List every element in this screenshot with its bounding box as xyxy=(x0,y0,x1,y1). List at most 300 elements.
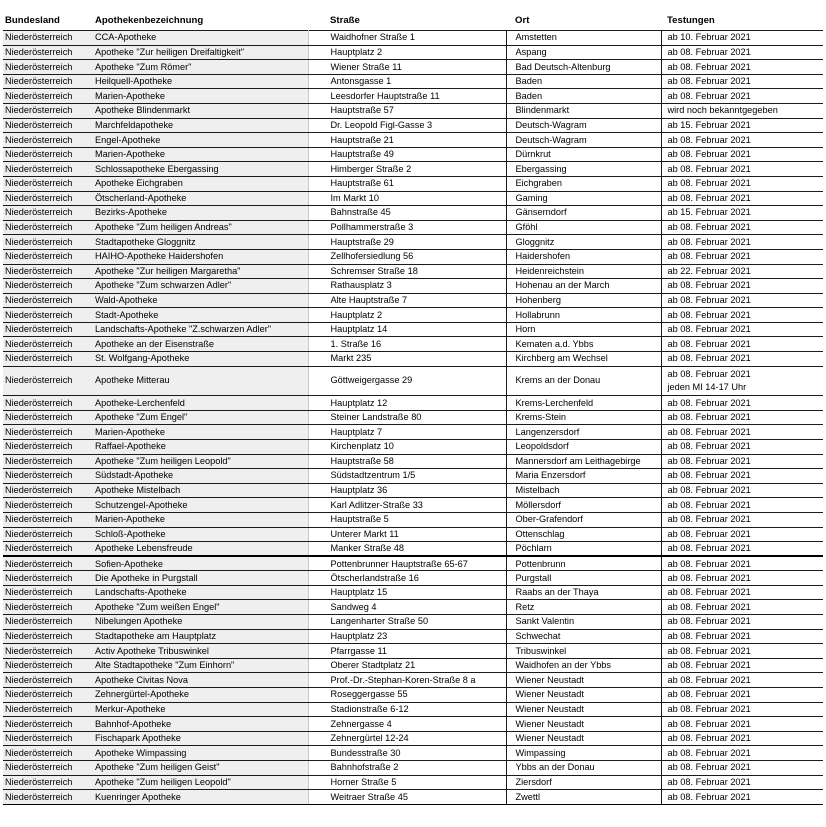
cell-bundesland: Niederösterreich xyxy=(3,644,93,659)
cell-bundesland: Niederösterreich xyxy=(3,629,93,644)
cell-apothekenbezeichnung: Apotheke-Lerchenfeld xyxy=(93,396,308,411)
cell-ort: Raabs an der Thaya xyxy=(506,585,661,600)
table-row xyxy=(3,410,823,425)
table-row xyxy=(3,702,823,717)
cell-ort: Schwechat xyxy=(506,629,661,644)
table-row xyxy=(3,439,823,454)
cell-testungen: ab 08. Februar 2021 xyxy=(661,688,823,703)
cell-apothekenbezeichnung: Landschafts-Apotheke xyxy=(93,585,308,600)
table-row xyxy=(3,133,823,148)
cell-testungen: ab 08. Februar 2021 xyxy=(661,454,823,469)
table-row xyxy=(3,629,823,644)
cell-strasse: Pollhammerstraße 3 xyxy=(308,220,506,235)
column-header-testungen: Testungen xyxy=(661,0,823,31)
cell-strasse: Pottenbrunner Hauptstraße 65-67 xyxy=(308,556,506,571)
table-row xyxy=(3,366,823,396)
cell-testungen: ab 08. Februar 2021 xyxy=(661,425,823,440)
cell-apothekenbezeichnung: Apotheke Eichgraben xyxy=(93,176,308,191)
cell-strasse: Hauptstraße 57 xyxy=(308,103,506,118)
cell-bundesland: Niederösterreich xyxy=(3,454,93,469)
cell-ort: Bad Deutsch-Altenburg xyxy=(506,60,661,75)
cell-ort: Maria Enzersdorf xyxy=(506,469,661,484)
cell-strasse: Himberger Straße 2 xyxy=(308,162,506,177)
table-row xyxy=(3,220,823,235)
cell-apothekenbezeichnung: Kuenringer Apotheke xyxy=(93,790,308,805)
table-row xyxy=(3,571,823,586)
cell-apothekenbezeichnung: Activ Apotheke Tribuswinkel xyxy=(93,644,308,659)
cell-ort: Hohenberg xyxy=(506,293,661,308)
table-row xyxy=(3,103,823,118)
column-header-strasse: Straße xyxy=(308,0,506,31)
cell-apothekenbezeichnung: Apotheke "Zum heiligen Geist" xyxy=(93,761,308,776)
cell-ort: Gföhl xyxy=(506,220,661,235)
cell-testungen: ab 08. Februar 2021 xyxy=(661,293,823,308)
cell-strasse: Alte Hauptstraße 7 xyxy=(308,293,506,308)
table-row xyxy=(3,658,823,673)
cell-ort: Heidenreichstein xyxy=(506,264,661,279)
cell-ort: Haidershofen xyxy=(506,249,661,264)
cell-ort: Krems-Stein xyxy=(506,410,661,425)
cell-ort: Hohenau an der March xyxy=(506,279,661,294)
cell-testungen: ab 08. Februar 2021 xyxy=(661,45,823,60)
cell-apothekenbezeichnung: Schloß-Apotheke xyxy=(93,527,308,542)
cell-bundesland: Niederösterreich xyxy=(3,352,93,367)
cell-apothekenbezeichnung: Marien-Apotheke xyxy=(93,147,308,162)
cell-apothekenbezeichnung: HAIHO-Apotheke Haidershofen xyxy=(93,249,308,264)
cell-bundesland: Niederösterreich xyxy=(3,279,93,294)
cell-strasse: Ötscherlandstraße 16 xyxy=(308,571,506,586)
cell-strasse: Markt 235 xyxy=(308,352,506,367)
cell-apothekenbezeichnung: Marchfeldapotheke xyxy=(93,118,308,133)
table-row xyxy=(3,600,823,615)
cell-testungen: ab 08. Februar 2021 xyxy=(661,162,823,177)
cell-strasse: Bahnstraße 45 xyxy=(308,206,506,221)
cell-apothekenbezeichnung: Apotheke an der Eisenstraße xyxy=(93,337,308,352)
testungen-line: jeden MI 14-17 Uhr xyxy=(667,381,747,392)
cell-strasse: Hauptstraße 49 xyxy=(308,147,506,162)
cell-bundesland: Niederösterreich xyxy=(3,615,93,630)
cell-testungen: ab 08. Februar 2021 xyxy=(661,615,823,630)
cell-apothekenbezeichnung: Apotheke Mistelbach xyxy=(93,483,308,498)
cell-strasse: Im Markt 10 xyxy=(308,191,506,206)
table-row xyxy=(3,790,823,805)
cell-testungen: ab 08. Februar 2021 xyxy=(661,439,823,454)
cell-strasse: Karl Adlitzer-Straße 33 xyxy=(308,498,506,513)
column-header-ort: Ort xyxy=(506,0,661,31)
table-row xyxy=(3,31,823,46)
table-row xyxy=(3,206,823,221)
cell-bundesland: Niederösterreich xyxy=(3,512,93,527)
table-body xyxy=(3,31,823,805)
cell-testungen: ab 08. Februar 2021 xyxy=(661,235,823,250)
cell-apothekenbezeichnung: Schutzengel-Apotheke xyxy=(93,498,308,513)
cell-bundesland: Niederösterreich xyxy=(3,147,93,162)
cell-testungen: ab 15. Februar 2021 xyxy=(661,206,823,221)
cell-strasse: Langenharter Straße 50 xyxy=(308,615,506,630)
cell-strasse: Roseggergasse 55 xyxy=(308,688,506,703)
cell-testungen: ab 08. Februar 2021 xyxy=(661,790,823,805)
cell-strasse: Sandweg 4 xyxy=(308,600,506,615)
cell-bundesland: Niederösterreich xyxy=(3,731,93,746)
cell-ort: Baden xyxy=(506,89,661,104)
cell-apothekenbezeichnung: Bahnhof-Apotheke xyxy=(93,717,308,732)
cell-bundesland: Niederösterreich xyxy=(3,308,93,323)
cell-strasse: Zellhofersiedlung 56 xyxy=(308,249,506,264)
cell-bundesland: Niederösterreich xyxy=(3,396,93,411)
cell-ort: Ottenschlag xyxy=(506,527,661,542)
cell-strasse: Hauptplatz 2 xyxy=(308,308,506,323)
cell-ort: Möllersdorf xyxy=(506,498,661,513)
cell-bundesland: Niederösterreich xyxy=(3,235,93,250)
table-row xyxy=(3,337,823,352)
table-row xyxy=(3,498,823,513)
table-row xyxy=(3,527,823,542)
table-row xyxy=(3,74,823,89)
cell-bundesland: Niederösterreich xyxy=(3,439,93,454)
cell-bundesland: Niederösterreich xyxy=(3,483,93,498)
cell-strasse: Unterer Markt 11 xyxy=(308,527,506,542)
cell-bundesland: Niederösterreich xyxy=(3,118,93,133)
cell-ort: Hollabrunn xyxy=(506,308,661,323)
table-row xyxy=(3,60,823,75)
cell-ort: Wiener Neustadt xyxy=(506,688,661,703)
cell-apothekenbezeichnung: Stadt-Apotheke xyxy=(93,308,308,323)
cell-ort: Wiener Neustadt xyxy=(506,731,661,746)
cell-bundesland: Niederösterreich xyxy=(3,337,93,352)
cell-bundesland: Niederösterreich xyxy=(3,322,93,337)
table-row xyxy=(3,775,823,790)
cell-strasse: Oberer Stadtplatz 21 xyxy=(308,658,506,673)
column-header-apothekenbezeichnung: Apothekenbezeichnung xyxy=(93,0,308,31)
cell-ort: Mannersdorf am Leithagebirge xyxy=(506,454,661,469)
cell-ort: Leopoldsdorf xyxy=(506,439,661,454)
cell-strasse: Bundesstraße 30 xyxy=(308,746,506,761)
table-row xyxy=(3,322,823,337)
cell-apothekenbezeichnung: Südstadt-Apotheke xyxy=(93,469,308,484)
cell-ort: Retz xyxy=(506,600,661,615)
cell-testungen: ab 08. Februar 2021 xyxy=(661,542,823,557)
cell-strasse: Pfarrgasse 11 xyxy=(308,644,506,659)
cell-apothekenbezeichnung: Apotheke "Zum weißen Engel" xyxy=(93,600,308,615)
table-row xyxy=(3,483,823,498)
cell-ort: Pöchlarn xyxy=(506,542,661,557)
cell-ort: Gloggnitz xyxy=(506,235,661,250)
table-row xyxy=(3,717,823,732)
cell-testungen: ab 22. Februar 2021 xyxy=(661,264,823,279)
testungen-line: ab 08. Februar 2021 xyxy=(667,368,751,379)
cell-bundesland: Niederösterreich xyxy=(3,133,93,148)
cell-strasse: Wiener Straße 11 xyxy=(308,60,506,75)
cell-testungen: ab 08. Februar 2021 xyxy=(661,527,823,542)
cell-bundesland: Niederösterreich xyxy=(3,176,93,191)
cell-bundesland: Niederösterreich xyxy=(3,220,93,235)
cell-apothekenbezeichnung: Heilquell-Apotheke xyxy=(93,74,308,89)
cell-testungen: ab 08. Februar 2021 xyxy=(661,249,823,264)
cell-ort: Wimpassing xyxy=(506,746,661,761)
cell-ort: Pottenbrunn xyxy=(506,556,661,571)
table-row xyxy=(3,249,823,264)
cell-testungen: ab 08. Februar 2021 xyxy=(661,600,823,615)
cell-bundesland: Niederösterreich xyxy=(3,542,93,557)
table-row xyxy=(3,279,823,294)
cell-bundesland: Niederösterreich xyxy=(3,103,93,118)
cell-testungen: ab 08. Februar 2021 xyxy=(661,556,823,571)
cell-apothekenbezeichnung: Apotheke "Zur heiligen Dreifaltigkeit" xyxy=(93,45,308,60)
cell-ort: Ebergassing xyxy=(506,162,661,177)
cell-bundesland: Niederösterreich xyxy=(3,688,93,703)
cell-bundesland: Niederösterreich xyxy=(3,790,93,805)
cell-ort: Wiener Neustadt xyxy=(506,717,661,732)
table-row xyxy=(3,89,823,104)
cell-ort: Langenzersdorf xyxy=(506,425,661,440)
cell-testungen: ab 08. Februar 2021 xyxy=(661,775,823,790)
cell-bundesland: Niederösterreich xyxy=(3,60,93,75)
cell-strasse: Prof.-Dr.-Stephan-Koren-Straße 8 a xyxy=(308,673,506,688)
table-row xyxy=(3,469,823,484)
cell-apothekenbezeichnung: Wald-Apotheke xyxy=(93,293,308,308)
cell-testungen: ab 08. Februar 2021 xyxy=(661,585,823,600)
cell-apothekenbezeichnung: Schlossapotheke Ebergassing xyxy=(93,162,308,177)
cell-bundesland: Niederösterreich xyxy=(3,600,93,615)
cell-bundesland: Niederösterreich xyxy=(3,206,93,221)
cell-ort: Deutsch-Wagram xyxy=(506,118,661,133)
cell-apothekenbezeichnung: Apotheke Lebensfreude xyxy=(93,542,308,557)
cell-apothekenbezeichnung: Sofien-Apotheke xyxy=(93,556,308,571)
cell-strasse: Bahnhofstraße 2 xyxy=(308,761,506,776)
cell-testungen: ab 08. Februar 2021 xyxy=(661,469,823,484)
cell-strasse: Rathausplatz 3 xyxy=(308,279,506,294)
cell-bundesland: Niederösterreich xyxy=(3,89,93,104)
cell-bundesland: Niederösterreich xyxy=(3,410,93,425)
table-row xyxy=(3,147,823,162)
cell-apothekenbezeichnung: Apotheke "Zum schwarzen Adler" xyxy=(93,279,308,294)
cell-ort: Eichgraben xyxy=(506,176,661,191)
pharmacy-testing-table xyxy=(3,0,823,805)
table-row xyxy=(3,556,823,571)
cell-ort: Ybbs an der Donau xyxy=(506,761,661,776)
cell-strasse: Weitraer Straße 45 xyxy=(308,790,506,805)
cell-apothekenbezeichnung: Raffael-Apotheke xyxy=(93,439,308,454)
column-header-bundesland: Bundesland xyxy=(3,0,93,31)
cell-bundesland: Niederösterreich xyxy=(3,717,93,732)
cell-strasse: Horner Straße 5 xyxy=(308,775,506,790)
cell-strasse: Hauptstraße 29 xyxy=(308,235,506,250)
cell-testungen: ab 08. Februar 2021 xyxy=(661,644,823,659)
cell-bundesland: Niederösterreich xyxy=(3,162,93,177)
cell-bundesland: Niederösterreich xyxy=(3,264,93,279)
cell-bundesland: Niederösterreich xyxy=(3,585,93,600)
cell-apothekenbezeichnung: Stadtapotheke am Hauptplatz xyxy=(93,629,308,644)
cell-apothekenbezeichnung: Die Apotheke in Purgstall xyxy=(93,571,308,586)
cell-apothekenbezeichnung: Engel-Apotheke xyxy=(93,133,308,148)
cell-apothekenbezeichnung: Marien-Apotheke xyxy=(93,425,308,440)
cell-bundesland: Niederösterreich xyxy=(3,469,93,484)
cell-strasse: Kirchenplatz 10 xyxy=(308,439,506,454)
cell-ort: Waidhofen an der Ybbs xyxy=(506,658,661,673)
table-row xyxy=(3,454,823,469)
table-row xyxy=(3,264,823,279)
cell-strasse: Hauptplatz 14 xyxy=(308,322,506,337)
cell-strasse: Hauptplatz 23 xyxy=(308,629,506,644)
cell-ort: Ziersdorf xyxy=(506,775,661,790)
cell-bundesland: Niederösterreich xyxy=(3,45,93,60)
table-header-row xyxy=(3,0,823,31)
cell-apothekenbezeichnung: Merkur-Apotheke xyxy=(93,702,308,717)
cell-apothekenbezeichnung: Apotheke Mitterau xyxy=(93,366,308,396)
cell-ort: Zwettl xyxy=(506,790,661,805)
table-row xyxy=(3,425,823,440)
cell-bundesland: Niederösterreich xyxy=(3,673,93,688)
cell-ort: Dürnkrut xyxy=(506,147,661,162)
cell-strasse: Antonsgasse 1 xyxy=(308,74,506,89)
table-row xyxy=(3,118,823,133)
cell-apothekenbezeichnung: Apotheke Blindenmarkt xyxy=(93,103,308,118)
cell-testungen xyxy=(661,366,823,396)
cell-bundesland: Niederösterreich xyxy=(3,498,93,513)
cell-strasse: Göttweigergasse 29 xyxy=(308,366,506,396)
cell-bundesland: Niederösterreich xyxy=(3,527,93,542)
cell-testungen: ab 08. Februar 2021 xyxy=(661,337,823,352)
table-row xyxy=(3,191,823,206)
cell-bundesland: Niederösterreich xyxy=(3,366,93,396)
cell-ort: Sankt Valentin xyxy=(506,615,661,630)
cell-ort: Wiener Neustadt xyxy=(506,702,661,717)
cell-ort: Tribuswinkel xyxy=(506,644,661,659)
cell-testungen: ab 08. Februar 2021 xyxy=(661,498,823,513)
cell-bundesland: Niederösterreich xyxy=(3,249,93,264)
table-row xyxy=(3,396,823,411)
cell-bundesland: Niederösterreich xyxy=(3,702,93,717)
cell-strasse: Hauptplatz 2 xyxy=(308,45,506,60)
cell-ort: Kirchberg am Wechsel xyxy=(506,352,661,367)
cell-ort: Gänserndorf xyxy=(506,206,661,221)
table-header xyxy=(3,0,823,31)
cell-testungen: ab 08. Februar 2021 xyxy=(661,176,823,191)
cell-bundesland: Niederösterreich xyxy=(3,571,93,586)
cell-apothekenbezeichnung: Fischapark Apotheke xyxy=(93,731,308,746)
cell-apothekenbezeichnung: Apotheke "Zum heiligen Leopold" xyxy=(93,454,308,469)
cell-apothekenbezeichnung: Apotheke "Zur heiligen Margaretha" xyxy=(93,264,308,279)
cell-ort: Gaming xyxy=(506,191,661,206)
table-row xyxy=(3,45,823,60)
table-row xyxy=(3,352,823,367)
cell-apothekenbezeichnung: Marien-Apotheke xyxy=(93,89,308,104)
cell-testungen: ab 08. Februar 2021 xyxy=(661,673,823,688)
cell-testungen: ab 08. Februar 2021 xyxy=(661,571,823,586)
cell-ort: Amstetten xyxy=(506,31,661,46)
cell-strasse: Steiner Landstraße 80 xyxy=(308,410,506,425)
cell-testungen: ab 08. Februar 2021 xyxy=(661,147,823,162)
cell-bundesland: Niederösterreich xyxy=(3,31,93,46)
cell-testungen: ab 08. Februar 2021 xyxy=(661,629,823,644)
cell-apothekenbezeichnung: Marien-Apotheke xyxy=(93,512,308,527)
cell-bundesland: Niederösterreich xyxy=(3,556,93,571)
cell-strasse: Hauptplatz 36 xyxy=(308,483,506,498)
cell-bundesland: Niederösterreich xyxy=(3,746,93,761)
cell-apothekenbezeichnung: Nibelungen Apotheke xyxy=(93,615,308,630)
cell-strasse: Manker Straße 48 xyxy=(308,542,506,557)
table-row xyxy=(3,731,823,746)
table-row xyxy=(3,293,823,308)
cell-testungen: ab 08. Februar 2021 xyxy=(661,410,823,425)
cell-testungen: ab 08. Februar 2021 xyxy=(661,746,823,761)
table-row xyxy=(3,176,823,191)
cell-strasse: 1. Straße 16 xyxy=(308,337,506,352)
cell-testungen: ab 08. Februar 2021 xyxy=(661,658,823,673)
table-row xyxy=(3,673,823,688)
cell-testungen: ab 15. Februar 2021 xyxy=(661,118,823,133)
cell-testungen: ab 08. Februar 2021 xyxy=(661,308,823,323)
cell-apothekenbezeichnung: Alte Stadtapotheke "Zum Einhorn" xyxy=(93,658,308,673)
cell-ort: Kematen a.d. Ybbs xyxy=(506,337,661,352)
cell-testungen: ab 08. Februar 2021 xyxy=(661,279,823,294)
cell-bundesland: Niederösterreich xyxy=(3,761,93,776)
cell-apothekenbezeichnung: Apotheke "Zum Engel" xyxy=(93,410,308,425)
cell-testungen: ab 08. Februar 2021 xyxy=(661,761,823,776)
cell-strasse: Stadionstraße 6-12 xyxy=(308,702,506,717)
cell-testungen: ab 08. Februar 2021 xyxy=(661,89,823,104)
cell-testungen: ab 08. Februar 2021 xyxy=(661,74,823,89)
cell-apothekenbezeichnung: Apotheke "Zum heiligen Leopold" xyxy=(93,775,308,790)
cell-apothekenbezeichnung: Stadtapotheke Gloggnitz xyxy=(93,235,308,250)
cell-apothekenbezeichnung: Ötscherland-Apotheke xyxy=(93,191,308,206)
table-row xyxy=(3,162,823,177)
cell-ort: Ober-Grafendorf xyxy=(506,512,661,527)
cell-strasse: Leesdorfer Hauptstraße 11 xyxy=(308,89,506,104)
cell-bundesland: Niederösterreich xyxy=(3,425,93,440)
cell-ort: Krems an der Donau xyxy=(506,366,661,396)
cell-testungen: ab 08. Februar 2021 xyxy=(661,322,823,337)
table-row xyxy=(3,746,823,761)
table-row xyxy=(3,235,823,250)
cell-ort: Krems-Lerchenfeld xyxy=(506,396,661,411)
cell-strasse: Südstadtzentrum 1/5 xyxy=(308,469,506,484)
cell-strasse: Dr. Leopold Figl-Gasse 3 xyxy=(308,118,506,133)
table-row xyxy=(3,615,823,630)
cell-testungen: ab 08. Februar 2021 xyxy=(661,60,823,75)
cell-strasse: Waidhofner Straße 1 xyxy=(308,31,506,46)
cell-testungen: ab 08. Februar 2021 xyxy=(661,717,823,732)
cell-testungen: ab 08. Februar 2021 xyxy=(661,191,823,206)
cell-apothekenbezeichnung: CCA-Apotheke xyxy=(93,31,308,46)
cell-bundesland: Niederösterreich xyxy=(3,658,93,673)
table-row xyxy=(3,308,823,323)
cell-ort: Deutsch-Wagram xyxy=(506,133,661,148)
table-row xyxy=(3,512,823,527)
cell-apothekenbezeichnung: Apotheke "Zum Römer" xyxy=(93,60,308,75)
cell-strasse: Hauptplatz 15 xyxy=(308,585,506,600)
table-row xyxy=(3,585,823,600)
testungen-multiline xyxy=(668,368,821,395)
table-row xyxy=(3,644,823,659)
cell-bundesland: Niederösterreich xyxy=(3,191,93,206)
cell-strasse: Hauptstraße 21 xyxy=(308,133,506,148)
cell-strasse: Hauptstraße 58 xyxy=(308,454,506,469)
cell-apothekenbezeichnung: Apotheke Civitas Nova xyxy=(93,673,308,688)
cell-bundesland: Niederösterreich xyxy=(3,775,93,790)
table-row xyxy=(3,688,823,703)
cell-strasse: Hauptplatz 12 xyxy=(308,396,506,411)
cell-strasse: Zehnergasse 4 xyxy=(308,717,506,732)
cell-testungen: ab 08. Februar 2021 xyxy=(661,396,823,411)
cell-testungen: ab 08. Februar 2021 xyxy=(661,352,823,367)
cell-ort: Blindenmarkt xyxy=(506,103,661,118)
cell-testungen: ab 10. Februar 2021 xyxy=(661,31,823,46)
cell-strasse: Zehnergürtel 12-24 xyxy=(308,731,506,746)
cell-bundesland: Niederösterreich xyxy=(3,74,93,89)
cell-testungen: wird noch bekanntgegeben xyxy=(661,103,823,118)
cell-strasse: Hauptplatz 7 xyxy=(308,425,506,440)
